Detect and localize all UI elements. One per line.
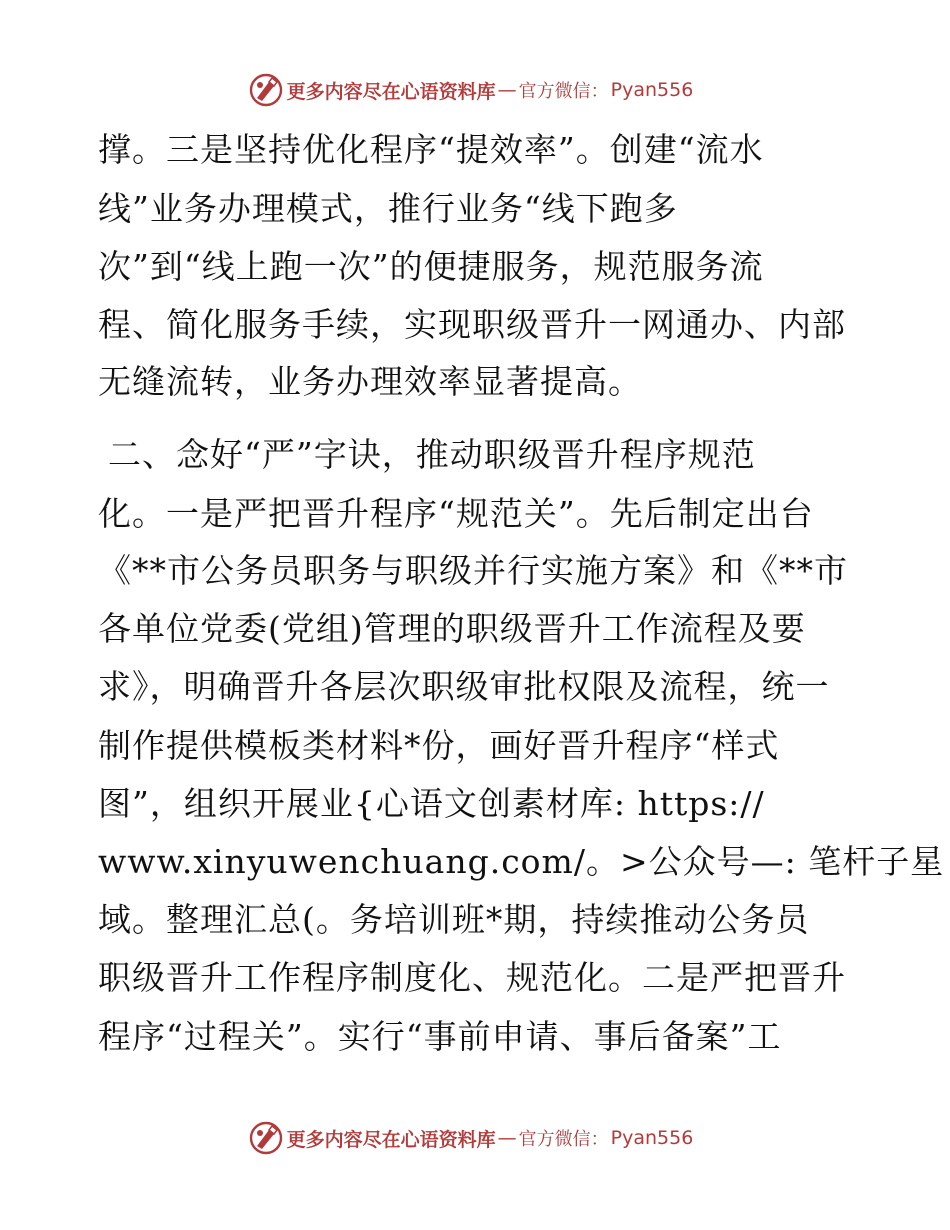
body-line: 化。一是严把晋升程序“规范关”。先后制定出台	[98, 494, 814, 533]
body-line: 域。整理汇总(。务培训班*期，持续推动公务员	[98, 900, 810, 939]
body-line: 求》，明确晋升各层次职级审批权限及流程，统一	[98, 667, 830, 706]
body-line: 程序“过程关”。实行“事前申请、事后备案”工	[98, 1017, 782, 1056]
banner-title: 更多内容尽在心语资料库	[286, 80, 496, 103]
banner-wechat-id: Pyan556	[610, 1127, 694, 1149]
body-line: 职级晋升工作程序制度化、规范化。二是严把晋升	[98, 958, 846, 997]
body-line: 《**市公务员职务与职级并行实施方案》和《**市	[98, 551, 848, 590]
banner-separator: —	[497, 1127, 517, 1149]
banner-wechat-label: 官方微信：	[518, 81, 609, 102]
banner-wechat-label: 官方微信：	[518, 1129, 609, 1150]
body-line: 各单位党委(党组)管理的职级晋升工作流程及要	[98, 609, 806, 648]
section-heading-line: 二、念好“严”字诀，推动职级晋升程序规范	[108, 435, 756, 474]
pen-logo-icon	[249, 73, 283, 107]
footer-banner	[0, 1118, 950, 1158]
body-line: 次”到“线上跑一次”的便捷服务，规范服务流	[98, 247, 764, 286]
header-banner	[0, 70, 950, 110]
pen-logo-icon	[249, 1121, 283, 1155]
body-line: 无缝流转，业务办理效率显著提高。	[98, 362, 642, 401]
banner-title: 更多内容尽在心语资料库	[286, 1128, 496, 1151]
banner-separator: —	[497, 79, 517, 101]
body-line: 撑。三是坚持优化程序“提效率”。创建“流水	[98, 130, 764, 169]
banner-wechat-id: Pyan556	[610, 79, 694, 101]
body-line: 图”，组织开展业{心语文创素材库: https://	[98, 784, 765, 823]
body-line: www.xinyuwenchuang.com/。>公众号—: 笔杆子星	[98, 842, 945, 881]
body-line: 程、简化服务手续，实现职级晋升一网通办、内部	[98, 305, 846, 344]
body-line: 线”业务办理模式，推行业务“线下跑多	[98, 189, 678, 228]
body-line: 制作提供模板类材料*份，画好晋升程序“样式	[98, 726, 780, 765]
